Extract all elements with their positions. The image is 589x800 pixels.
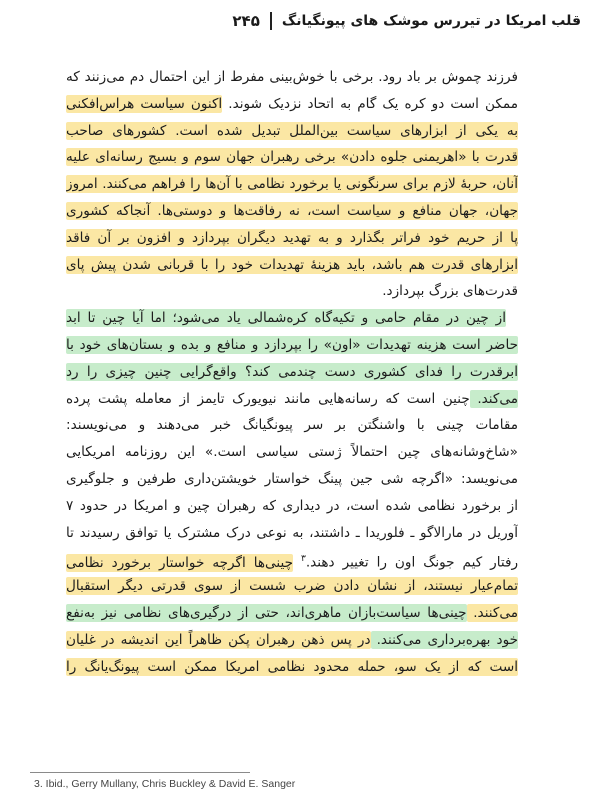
text-line [66, 439, 518, 466]
page-body-text [66, 64, 518, 680]
text-line [66, 278, 518, 305]
running-header [8, 8, 581, 34]
text-line [66, 198, 518, 225]
text-line [66, 64, 518, 91]
yellow-highlight: پا از حریم خود فراتر بگذارد و به تهدید دیگران بپردازد و افزون بر آن فاقد [66, 229, 518, 246]
footnote-ref: ۳ [300, 554, 306, 565]
text-segment: می‌نویسد: «اگرچه شی جین پینگ خواستار خویشتن‌داری طرفین و جلوگیری [66, 470, 518, 487]
text-line [66, 600, 518, 627]
yellow-highlight: چینی‌ها اگرچه خواستار برخورد نظامی [66, 554, 293, 571]
text-line [66, 359, 518, 386]
text-segment: «شاخ‌وشانه‌های چین احتمالاً ژستی سیاسی است.» این روزنامه امریکایی [66, 444, 518, 461]
yellow-highlight: قدرت با «اهریمنی جلوه دادن» برخی رهبران جهان سوم و بسیج رسانه‌ای علیه [66, 149, 518, 166]
text-line [66, 573, 518, 600]
text-line [66, 493, 518, 520]
page-number: ۲۴۵ [232, 12, 260, 30]
text-line [66, 118, 518, 145]
footnote: 3. Ibid., Gerry Mullany, Chris Buckley & David E. Sanger [34, 778, 296, 790]
yellow-highlight: به یکی از ابزارهای سیاست بین‌الملل تبدیل شده است. کشورهای صاحب [66, 122, 518, 139]
text-line [66, 144, 518, 171]
yellow-highlight: اکنون سیاست هراس‌افکنی [66, 95, 223, 112]
text-line [66, 466, 518, 493]
text-segment: مقامات چینی با واشنگتن بر سر پیونگیانگ خبر می‌دهند و می‌نویسند: [66, 417, 518, 434]
text-line [66, 225, 518, 252]
text-line [66, 412, 518, 439]
text-segment: ممکن است دو کره یک گام به اتحاد نزدیک شوند. [222, 95, 518, 112]
running-title: قلب امریکا در تیررس موشک های پیونگیانگ [281, 13, 581, 29]
yellow-highlight: است که از یک سو، حمله محدود نظامی امریکا ممکن است پیونگ‌یانگ را [66, 658, 518, 675]
text-segment: چنین است که رسانه‌هایی مانند نیویورک تایمز از معامله پشت پرده [66, 390, 470, 407]
text-line [66, 91, 518, 118]
footnote-divider [30, 772, 250, 773]
green-highlight: ابرقدرت را فدای کشوری دست چندمی کند؟ واقع‌گرایی چنین چیزی را رد [66, 363, 518, 380]
green-highlight: حاضر است هزینه تهدیدات «اون» را بپردازد و منافع و بده و بستان‌های خود با [66, 336, 518, 353]
text-line [66, 332, 518, 359]
yellow-highlight: تمام‌عیار نیستند، از نشان دادن ضرب شست از سوی قدرتی دیگر استقبال [66, 578, 518, 595]
text-segment: قدرت‌های بزرگ بپردازد. [382, 283, 518, 300]
text-segment: رفتار کیم جونگ اون را تغییر دهند. [305, 554, 518, 571]
yellow-highlight: در پس ذهن رهبران پکن ظاهراً این اندیشه در غلیان [66, 631, 371, 648]
yellow-highlight: جهان، جهان منافع و سیاست است، نه رفاقت‌ها و دوستی‌ها. آنجاکه کشوری [66, 202, 518, 219]
text-line [66, 546, 518, 573]
text-line [66, 520, 518, 547]
text-segment: از برخورد نظامی شده است، در دیداری که رهبران چین و امریکا در حدود ۷ [66, 497, 518, 514]
green-highlight: می‌کند. [469, 390, 518, 407]
header-divider [270, 12, 272, 30]
yellow-highlight: آنان، حربهٔ لازم برای سرنگونی یا برخورد نظامی با آن‌ها را فراهم می‌کنند. امروز [66, 176, 518, 193]
text-line [66, 654, 518, 681]
text-line [66, 171, 518, 198]
text-line [66, 252, 518, 279]
text-segment [293, 555, 301, 571]
yellow-highlight: ابزارهای قدرت هم باشد، باید هزینهٔ تهدیدات خود را با قربانی شدن پیش پای [66, 256, 518, 273]
green-highlight: از چین در مقام حامی و تکیه‌گاه کره‌شمالی یاد می‌شود؛ اما آیا چین تا ابد [66, 310, 506, 327]
green-highlight: خود بهره‌برداری می‌کنند. [370, 631, 518, 648]
text-segment: آوریل در مارالاگو ـ فلوریدا ـ داشتند، به نوعی درک مشترک یا توافق رسیدند تا [66, 524, 518, 541]
text-line [66, 386, 518, 413]
text-line [66, 305, 518, 332]
green-highlight: چینی‌ها سیاست‌بازان ماهری‌اند، حتی از درگیری‌های نظامی نیز به‌نفع [66, 604, 467, 621]
yellow-highlight: می‌کنند. [466, 604, 518, 621]
text-segment: فرزند چموش بر باد رود. برخی با خوش‌بینی مفرط از این احتمال دم می‌زنند که [66, 69, 518, 85]
text-line [66, 627, 518, 654]
